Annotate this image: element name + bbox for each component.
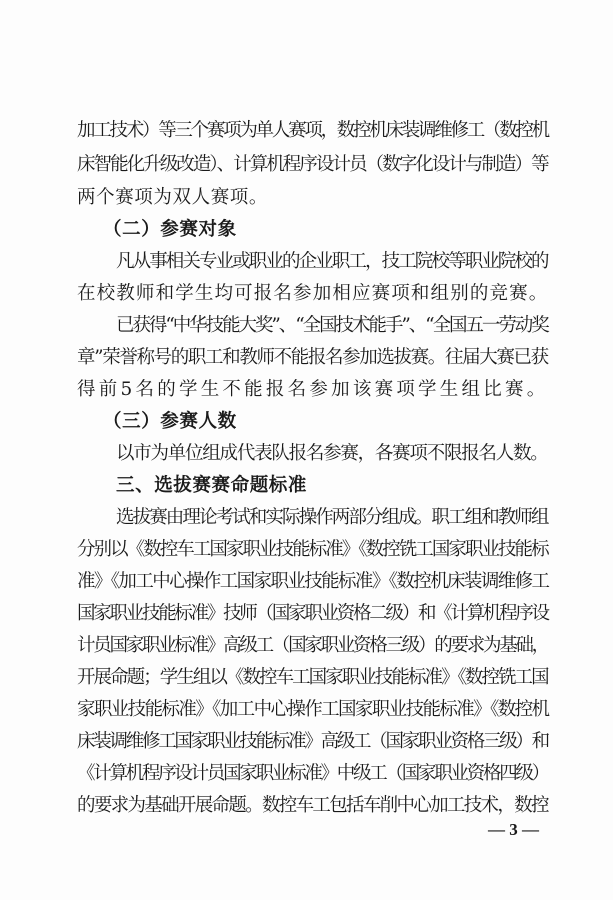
body-text-line: 国家职业技能标准》技师（国家职业资格二级）和《计算机程序设 bbox=[77, 603, 548, 624]
body-text-line: 计员国家职业标准》高级工（国家职业资格三级）的要求为基础， bbox=[77, 635, 548, 656]
page-number: — 3 — bbox=[488, 820, 539, 839]
body-text-line: 得前5名的学生不能报名参加该赛项学生组比赛。 bbox=[77, 379, 549, 400]
body-text-line: 选拔赛由理论考试和实际操作两部分组成。职工组和教师组 bbox=[116, 507, 548, 528]
body-text-line: 分别以《数控车工国家职业技能标准》《数控铣工国家职业技能标 bbox=[77, 539, 548, 560]
body-text-line: 凡从事相关专业或职业的企业职工，技工院校等职业院校的 bbox=[116, 251, 548, 272]
section-heading: （二）参赛对象 bbox=[103, 219, 237, 240]
body-text-line: 加工技术）等三个赛项为单人赛项，数控机床装调维修工（数控机 bbox=[77, 120, 548, 141]
body-text-line: 床装调维修工国家职业技能标准》高级工（国家职业资格三级）和 bbox=[77, 731, 548, 752]
body-text-line: 以市为单位组成代表队报名参赛，各赛项不限报名人数。 bbox=[116, 443, 548, 464]
body-text-line: 两个赛项为双人赛项。 bbox=[77, 187, 269, 208]
body-text-line: 床智能化升级改造）、计算机程序设计员（数字化设计与制造）等 bbox=[77, 154, 548, 175]
body-text-line: 《计算机程序设计员国家职业标准》中级工（国家职业资格四级） bbox=[77, 763, 548, 784]
body-text-line: 开展命题；学生组以《数控车工国家职业技能标准》《数控铣工国 bbox=[77, 667, 548, 688]
body-text-line: 已获得“中华技能大奖”、“全国技术能手”、“全国五一劳动奖 bbox=[116, 315, 548, 336]
body-text-line: 家职业技能标准》《加工中心操作工国家职业技能标准》《数控机 bbox=[77, 699, 549, 720]
body-text-line: 在校教师和学生均可报名参加相应赛项和组别的竞赛。 bbox=[77, 283, 549, 304]
body-text-line: 的要求为基础开展命题。数控车工包括车削中心加工技术，数控 bbox=[77, 795, 548, 816]
section-heading: （三）参赛人数 bbox=[103, 411, 237, 432]
body-text-line: 准》《加工中心操作工国家职业技能标准》《数控机床装调维修工 bbox=[77, 571, 549, 592]
chapter-heading: 三、选拔赛赛命题标准 bbox=[116, 475, 308, 496]
body-text-line: 章”荣誉称号的职工和教师不能报名参加选拔赛。往届大赛已获 bbox=[77, 347, 548, 368]
